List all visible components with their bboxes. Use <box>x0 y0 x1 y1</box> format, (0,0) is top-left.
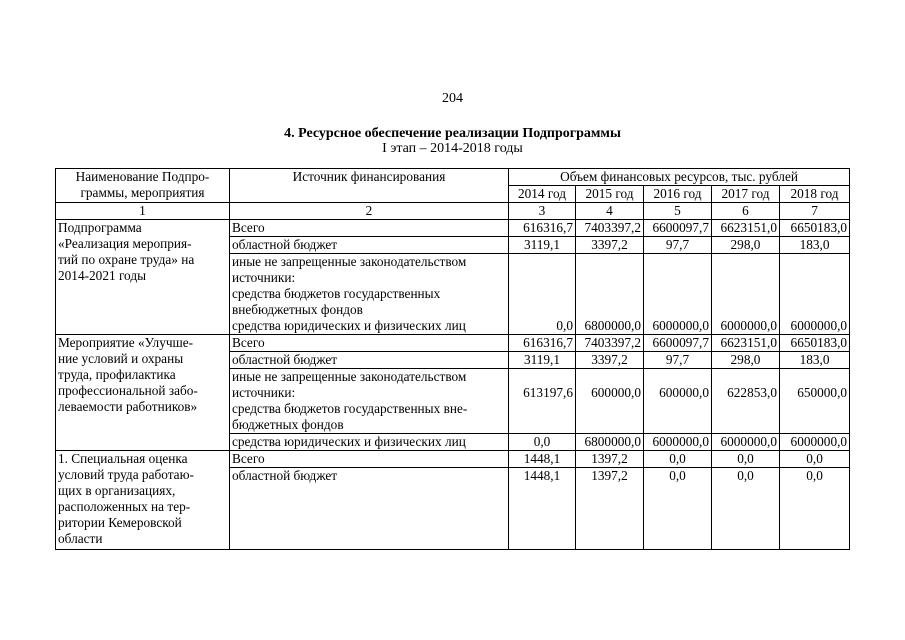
table-cell: 6000000,0 <box>780 434 850 451</box>
table-cell: 6600097,7 <box>644 220 712 237</box>
table-cell: 6650183,0 <box>780 335 850 352</box>
header-year: 2014 год <box>509 186 576 203</box>
table-cell: 622853,0 <box>712 369 780 434</box>
table-cell: 6000000,0 <box>712 254 780 335</box>
header-volume: Объем финансовых ресурсов, тыс. рублей <box>509 169 850 186</box>
table-cell: 1448,1 <box>509 451 576 468</box>
table-row <box>56 451 850 468</box>
header-year: 2016 год <box>644 186 712 203</box>
table-cell: 6600097,7 <box>644 335 712 352</box>
column-number: 6 <box>712 203 780 220</box>
table-header-row <box>56 169 850 186</box>
row-label: областной бюджет <box>230 237 509 254</box>
row-label: Всего <box>230 220 509 237</box>
table-cell: 0,0 <box>509 254 576 335</box>
row-label: средства бюджетов государственных вне- бюджетных фондов <box>230 401 509 434</box>
table-row <box>56 220 850 237</box>
row-label: областной бюджет <box>230 352 509 369</box>
table-cell: 650000,0 <box>780 369 850 434</box>
row-label: областной бюджет <box>230 468 509 550</box>
table-cell: 6000000,0 <box>644 434 712 451</box>
header-year: 2017 год <box>712 186 780 203</box>
table-cell: 0,0 <box>644 468 712 550</box>
table-cell: 6800000,0 <box>576 434 644 451</box>
resource-table <box>55 168 850 550</box>
table-cell: 298,0 <box>712 352 780 369</box>
row-label: иные не запрещенные законодательством источники: <box>230 369 509 402</box>
header-year: 2018 год <box>780 186 850 203</box>
row-label: средства юридических и физических лиц <box>230 434 509 451</box>
table-cell: 1448,1 <box>509 468 576 550</box>
table-cell: 0,0 <box>712 451 780 468</box>
row-label: Всего <box>230 451 509 468</box>
table-cell: 0,0 <box>644 451 712 468</box>
table-cell: 3397,2 <box>576 352 644 369</box>
table-cell: 6623151,0 <box>712 335 780 352</box>
table-cell: 7403397,2 <box>576 335 644 352</box>
column-number: 5 <box>644 203 712 220</box>
header-year: 2015 год <box>576 186 644 203</box>
column-number: 1 <box>56 203 230 220</box>
row-label: иные не запрещенные законодательством источники: <box>230 254 509 287</box>
row-label: Всего <box>230 335 509 352</box>
column-number: 4 <box>576 203 644 220</box>
column-number: 3 <box>509 203 576 220</box>
table-cell: 0,0 <box>780 451 850 468</box>
table-cell: 6650183,0 <box>780 220 850 237</box>
table-subtitle: I этап – 2014-2018 годы <box>382 141 523 156</box>
table-cell: 6800000,0 <box>576 254 644 335</box>
table-column-numbers <box>56 203 850 220</box>
column-number: 2 <box>230 203 509 220</box>
table-cell: 613197,6 <box>509 369 576 434</box>
table-cell: 616316,7 <box>509 220 576 237</box>
column-number: 7 <box>780 203 850 220</box>
table-cell: 97,7 <box>644 237 712 254</box>
header-name: Наименование Подпро- граммы, мероприятия <box>56 169 230 203</box>
table-cell: 0,0 <box>509 434 576 451</box>
table-cell: 7403397,2 <box>576 220 644 237</box>
table-cell: 6000000,0 <box>780 254 850 335</box>
table-cell: 0,0 <box>780 468 850 550</box>
table-cell: 1397,2 <box>576 451 644 468</box>
table-cell: 6623151,0 <box>712 220 780 237</box>
table-cell: 298,0 <box>712 237 780 254</box>
table-cell: 0,0 <box>712 468 780 550</box>
page-number: 204 <box>442 91 463 106</box>
table-cell: 6000000,0 <box>712 434 780 451</box>
measure-name: Мероприятие «Улучше- ние условий и охраны труда, профилактика профессиональной забо- леваемости работников» <box>56 335 230 451</box>
table-cell: 1397,2 <box>576 468 644 550</box>
table-cell: 3397,2 <box>576 237 644 254</box>
table-cell: 600000,0 <box>576 369 644 434</box>
table-row <box>56 335 850 352</box>
subprogram-name: Подпрограмма «Реализация мероприя- тий по охране труда» на 2014-2021 годы <box>56 220 230 335</box>
table-title: 4. Ресурсное обеспечение реализации Подпрограммы <box>284 126 621 141</box>
table-cell: 183,0 <box>780 352 850 369</box>
table-cell: 183,0 <box>780 237 850 254</box>
table-cell: 3119,1 <box>509 237 576 254</box>
table-cell: 97,7 <box>644 352 712 369</box>
table-cell: 3119,1 <box>509 352 576 369</box>
table-cell: 6000000,0 <box>644 254 712 335</box>
row-label: средства бюджетов государственных внебюджетных фондов <box>230 286 509 318</box>
table-cell: 616316,7 <box>509 335 576 352</box>
item-name: 1. Специальная оценка условий труда работаю- щих в организациях, расположенных на тер- ритории Кемеровской области <box>56 451 230 550</box>
table-cell: 600000,0 <box>644 369 712 434</box>
header-source: Источник финансирования <box>230 169 509 203</box>
row-label: средства юридических и физических лиц <box>230 318 509 335</box>
